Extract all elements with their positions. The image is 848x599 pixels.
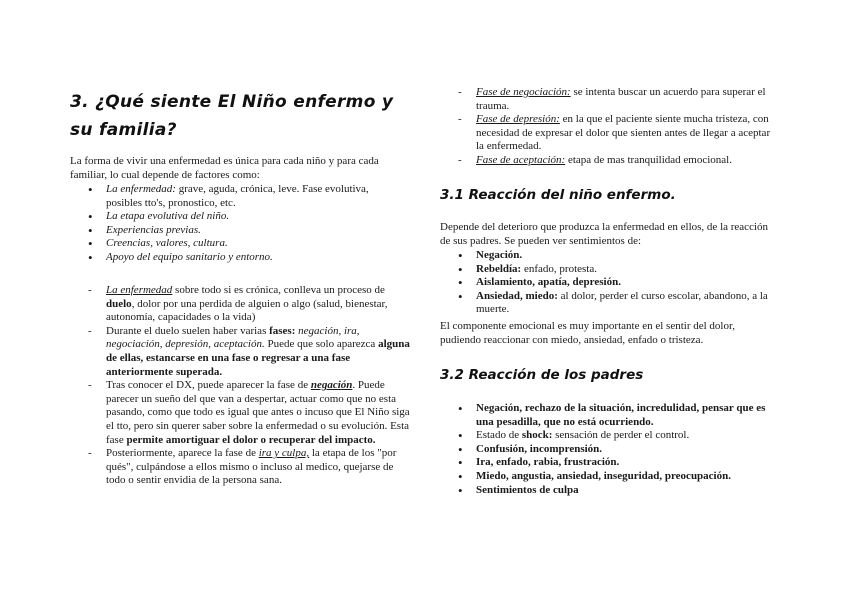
parent-feelings-list	[440, 402, 775, 497]
list-item: - Tras conocer el DX, puede aparecer la fase de negación. Puede parecer un sueño del que van a despertar, actuar como que no esta pasando, como que todo es igual que antes o incuso que El Niño siga el tto, pero sin querer saber sobre la enfermedad o su evolución. Esta fase permite amortiguar el dolor o recuperar del impacto.	[70, 379, 410, 447]
section-3-2-heading: 3.2 Reacción de los padres	[440, 367, 644, 383]
list-item: • Estado de shock: sensación de perder el control.	[440, 429, 775, 443]
list-item: - Posteriormente, aparece la fase de ira y culpa, la etapa de los "por qués", culpándose a ellos mismo o incluso al medico, quejarse de todo o sentir envidia de la persona sana.	[70, 447, 410, 488]
list-item: • Miedo, angustia, ansiedad, inseguridad, preocupación.	[440, 470, 775, 484]
list-item: • Negación, rechazo de la situación, incredulidad, pensar que es una pesadilla, que no está ocurriendo.	[440, 402, 775, 429]
list-item: - Durante el duelo suelen haber varias fases: negación, ira, negociación, depresión, aceptación. Puede que solo aparezca alguna de ellas, estancarse en una fase o regresar a una fase anteriormente superada.	[70, 325, 410, 379]
list-item: • Rebeldía: enfado, protesta.	[440, 263, 770, 277]
child-feelings-list	[440, 249, 770, 317]
emotional-component-paragraph: El componente emocional es muy importante en el sentir del dolor, pudiendo reaccionar con miedo, ansiedad, enfado o tristeza.	[440, 320, 735, 346]
list-item: - La enfermedad sobre todo si es crónica, conlleva un proceso de duelo, dolor por una perdida de alguien o algo (salud, bienestar, autonomía, capacidades o la vida)	[70, 284, 410, 325]
child-reaction-paragraph: Depende del deterioro que produzca la enfermedad en ellos, de la reacción de sus padres. Se pueden ver sentimientos de:	[440, 221, 769, 247]
list-item: • Creencias, valores, cultura.	[70, 237, 405, 251]
list-item: - Fase de negociación: se intenta buscar un acuerdo para superar el trauma.	[440, 86, 780, 113]
list-item: • Apoyo del equipo sanitario y entorno.	[70, 251, 405, 265]
list-item: • La enfermedad: grave, aguda, crónica, leve. Fase evolutiva, posibles tto's, pronostico, etc.	[70, 183, 405, 210]
list-item: • Ira, enfado, rabia, frustración.	[440, 456, 775, 470]
factors-list	[70, 183, 405, 265]
list-item: • Negación.	[440, 249, 770, 263]
intro-paragraph: La forma de vivir una enfermedad es única para cada niño y para cada familiar, lo cual depende de factores como:	[70, 155, 379, 181]
section-3-1-heading: 3.1 Reacción del niño enfermo.	[440, 187, 676, 203]
section-3-heading: 3. ¿Qué siente El Niño enfermo y su familia?	[70, 92, 394, 140]
list-item: • Experiencias previas.	[70, 224, 405, 238]
list-item: • Confusión, incomprensión.	[440, 443, 775, 457]
phases-list	[440, 86, 780, 168]
list-item: • Ansiedad, miedo: al dolor, perder el curso escolar, abandono, a la muerte.	[440, 290, 770, 317]
list-item: • Aislamiento, apatía, depresión.	[440, 276, 770, 290]
list-item: - Fase de depresión: en la que el paciente siente mucha tristeza, con necesidad de expresar el dolor que sienten antes de llegar a aceptar la enfermedad.	[440, 113, 780, 154]
list-item: • La etapa evolutiva del niño.	[70, 210, 405, 224]
list-item: • Sentimientos de culpa	[440, 484, 775, 498]
grief-list	[70, 284, 410, 488]
list-item: - Fase de aceptación: etapa de mas tranquilidad emocional.	[440, 154, 780, 168]
